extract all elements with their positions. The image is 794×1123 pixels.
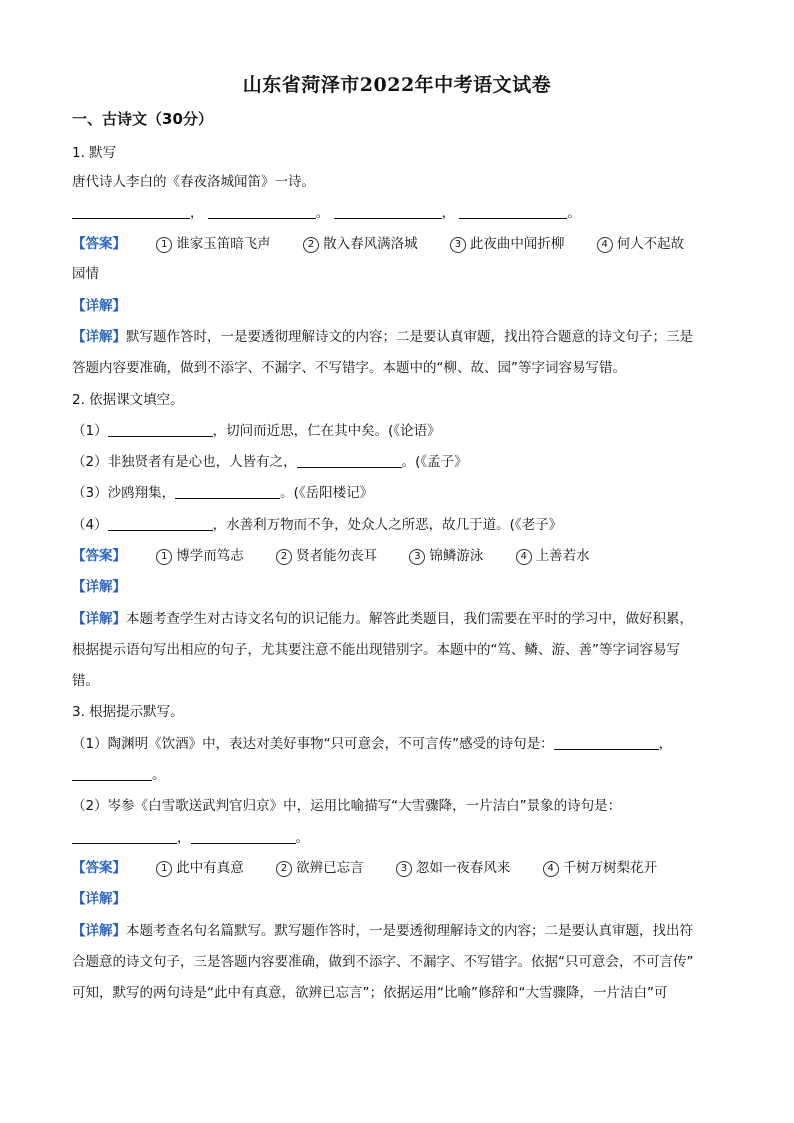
number-circle: 4 (516, 549, 532, 565)
number-circle: 1 (156, 237, 172, 253)
number-circle: 3 (450, 237, 466, 253)
number-circle: 4 (543, 861, 559, 877)
answer-item: 4 何人不起故 (597, 234, 685, 254)
answer-item: 4 千树万树梨花开 (543, 858, 658, 878)
number-circle: 1 (156, 549, 172, 565)
q3-answer-line (72, 858, 722, 878)
q2-detail-line-1: 【详解】本题考查学生对古诗文名句的识记能力。解答此类题目，我们需要在平时的学习中，做好积累， (72, 611, 693, 627)
q2-detail-line-3: 错。 (72, 673, 99, 689)
fill-blank[interactable] (72, 766, 152, 781)
q2-item-2: （2）非独贤者有是心也，人皆有之， 。(《孟子》 (72, 454, 468, 470)
q1-head: 1. 默写 (72, 145, 117, 161)
q3-item-1: （1）陶渊明《饮酒》中，表达对美好事物“只可意会，不可言传”感受的诗句是： ， (72, 736, 673, 752)
answer-item: 2 欲辨已忘言 (276, 858, 364, 878)
number-circle: 3 (409, 549, 425, 565)
detail-heading: 【详解】 (72, 891, 126, 907)
q3-item-2: （2）岑参《白雪歌送武判官归京》中，运用比喻描写“大雪骤降，一片洁白”景象的诗句是： (72, 798, 622, 814)
fill-blank[interactable] (208, 204, 316, 219)
q3-detail-line-2: 合题意的诗文句子，三是答题内容要准确，做到不添字、不漏字、不写错字。依据“只可意会，不可言传” (72, 954, 694, 970)
q1-prompt: 唐代诗人李白的《春夜洛城闻笛》一诗。 (72, 174, 315, 190)
fill-blank[interactable] (72, 204, 190, 219)
fill-blank[interactable] (297, 453, 402, 468)
number-circle: 2 (276, 861, 292, 877)
q1-answer-line (72, 234, 722, 254)
fill-blank[interactable] (554, 735, 659, 750)
fill-blank[interactable] (72, 829, 177, 844)
answer-tag: 【答案】 (72, 548, 126, 564)
q2-head: 2. 依据课文填空。 (72, 392, 184, 408)
answer-item: 1 此中有真意 (156, 858, 244, 878)
answer-item: 1 博学而笃志 (156, 546, 244, 566)
detail-heading: 【详解】 (72, 579, 126, 595)
answer-item: 1 谁家玉笛暗飞声 (156, 234, 271, 254)
answer-item: 3 忽如一夜春风来 (396, 858, 511, 878)
answer-item: 3 锦鳞游泳 (409, 546, 483, 566)
number-circle: 4 (597, 237, 613, 253)
answer-item: 2 贤者能勿丧耳 (276, 546, 377, 566)
number-circle: 1 (156, 861, 172, 877)
q2-item-4: （4） ，水善利万物而不争，处众人之所恶，故几于道。(《老子》 (72, 517, 563, 533)
answer-tag: 【答案】 (72, 860, 126, 876)
q1-answer-tail: 园情 (72, 266, 99, 282)
q1-blanks-line: ， 。 ， 。 (72, 203, 722, 223)
q2-answer-line (72, 546, 722, 566)
number-circle: 2 (303, 237, 319, 253)
q3-detail-line-1: 【详解】本题考查名句名篇默写。默写题作答时，一是要透彻理解诗文的内容；二是要认真审题，找出符 (72, 923, 693, 939)
q3-head: 3. 根据提示默写。 (72, 704, 184, 720)
q1-detail-line-2: 答题内容要准确，做到不添字、不漏字、不写错字。本题中的“柳、故、园”等字词容易写错。 (72, 360, 626, 376)
fill-blank[interactable] (108, 516, 213, 531)
fill-blank[interactable] (175, 484, 280, 499)
section-heading: 一、古诗文（30分） (72, 110, 213, 128)
q2-item-3: （3）沙鸥翔集， 。(《岳阳楼记》 (72, 485, 374, 501)
q2-detail-line-2: 根据提示语句写出相应的句子，尤其要注意不能出现错别字。本题中的“笃、鳞、游、善”等字词容易写 (72, 642, 680, 658)
fill-blank[interactable] (108, 422, 213, 437)
fill-blank[interactable] (334, 204, 442, 219)
answer-item: 4 上善若水 (516, 546, 590, 566)
answer-item: 3 此夜曲中闻折柳 (450, 234, 565, 254)
number-circle: 2 (276, 549, 292, 565)
page-title: 山东省菏泽市2022年中考语文试卷 (242, 74, 552, 96)
fill-blank[interactable] (191, 829, 296, 844)
q2-item-1: （1） ，切问而近思，仁在其中矣。(《论语》 (72, 423, 441, 439)
fill-blank[interactable] (459, 204, 567, 219)
q3-item-1-cont: 。 (72, 765, 722, 785)
q3-detail-line-3: 可知，默写的两句诗是“此中有真意，欲辨已忘言”；依据运用“比喻”修辞和“大雪骤降，一片洁白”可 (72, 985, 668, 1001)
answer-tag: 【答案】 (72, 236, 126, 252)
detail-heading: 【详解】 (72, 298, 126, 314)
q1-detail-line-1: 【详解】默写题作答时，一是要透彻理解诗文的内容；二是要认真审题，找出符合题意的诗文句子；三是 (72, 329, 693, 345)
number-circle: 3 (396, 861, 412, 877)
answer-item: 2 散入春风满洛城 (303, 234, 418, 254)
q3-item-2-cont: ， 。 (72, 828, 722, 848)
